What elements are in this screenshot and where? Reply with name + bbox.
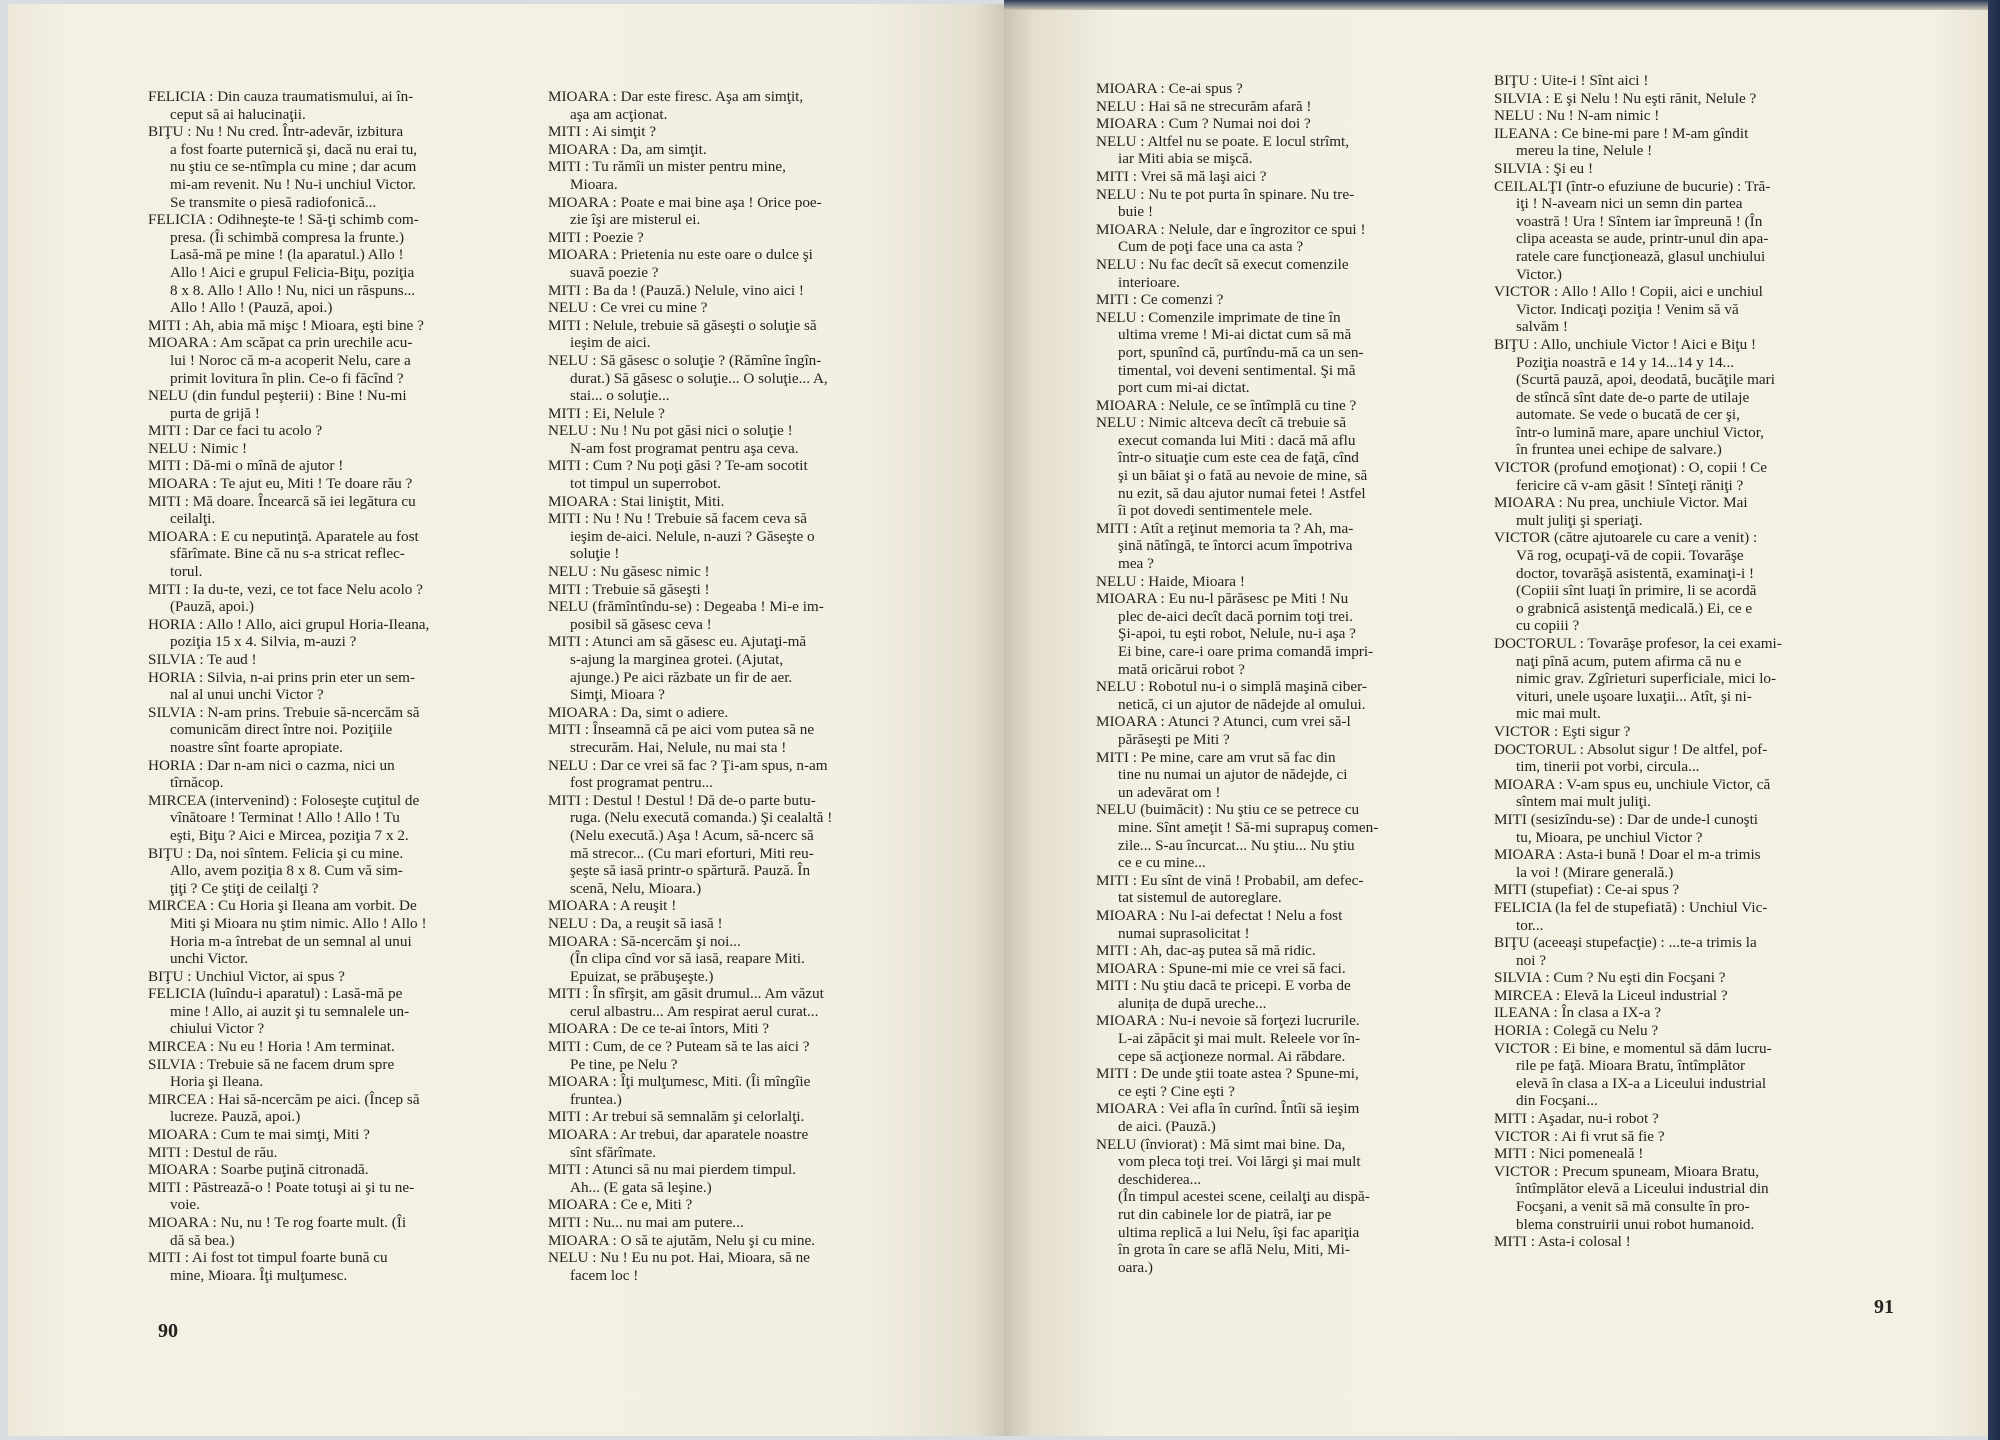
- text-line: NELU : Hai să ne strecurăm afară !: [1096, 97, 1312, 115]
- text-line: MIOARA : Da, simt o adiere.: [548, 703, 729, 721]
- text-line: MIOARA : O să te ajutăm, Nelu şi cu mine.: [548, 1231, 816, 1249]
- text-line: NELU (buimăcit) : Nu ştiu ce se petrece cu: [1096, 801, 1360, 819]
- text-line: fost programat pentru...: [570, 774, 713, 792]
- text-line: la voi ! (Mirare generală.): [1516, 863, 1674, 881]
- text-line: mine. Sînt ameţit ! Să-mi suprapuş comen-: [1118, 818, 1379, 836]
- left-page: [8, 4, 1004, 1436]
- text-line: presa. (Îi schimbă compresa la frunte.): [170, 228, 405, 246]
- text-line: mi-am revenit. Nu ! Nu-i unchiul Victor.: [170, 175, 416, 193]
- text-line: Se transmite o piesă radiofonică...: [170, 193, 377, 211]
- text-line: VICTOR (profund emoţionat) : O, copii ! Ce: [1494, 459, 1768, 477]
- text-line: într-o lumină mare, apare unchiul Victor,: [1516, 423, 1764, 441]
- text-line: a fost foarte puternică şi, dacă nu erai tu,: [170, 140, 418, 158]
- text-line: Allo ! Allo ! (Pauză, apoi.): [170, 299, 333, 317]
- text-line: în grota în care se află Nelu, Miti, Mi-: [1118, 1241, 1350, 1259]
- text-line: MIOARA : Să-ncercăm şi noi...: [548, 932, 741, 950]
- text-line: MIOARA : Stai liniştit, Miti.: [548, 492, 725, 510]
- text-line: fruntea.): [570, 1090, 622, 1108]
- text-line: FELICIA : Din cauza traumatismului, ai în-: [148, 88, 414, 105]
- text-line: de stîncă sînt date de-o parte de utilaje: [1516, 388, 1750, 406]
- text-line: MITI : Cum, de ce ? Puteam să te las aici ?: [548, 1038, 810, 1056]
- text-line: cu copiii ?: [1516, 617, 1580, 635]
- text-line: timental, voi deveni sentimental. Şi mă: [1118, 361, 1356, 379]
- text-line: unchi Victor.: [170, 950, 249, 968]
- text-line: BIŢU : Uite-i ! Sînt aici !: [1494, 72, 1649, 89]
- text-line: nu ştiu ce se-ntîmpla cu mine ; dar acum: [170, 158, 417, 176]
- text-line: L-ai zăpăcit şi mai mult. Releele vor în-: [1118, 1030, 1361, 1048]
- text-line: MITI : Eu sînt de vină ! Probabil, am defec-: [1096, 871, 1364, 889]
- text-line: blema construirii unui robot humanoid.: [1516, 1215, 1755, 1233]
- text-line: voie.: [170, 1196, 200, 1214]
- text-line: aşa am acţionat.: [570, 105, 668, 123]
- text-line: (Copiii sînt luaţi în primire, li se acordă: [1516, 582, 1757, 600]
- text-line: mea ?: [1118, 555, 1154, 573]
- text-line: port, spunînd că, purtîndu-mă ca un sen-: [1118, 343, 1364, 361]
- text-line: Pe tine, pe Nelu ?: [570, 1055, 678, 1073]
- text-line: ceilalţi.: [170, 510, 216, 528]
- text-line: tot timpul un superrobot.: [570, 475, 722, 493]
- text-line: nu ezit, să dau ajutor numai fetei ! Astfel: [1118, 484, 1366, 502]
- book-cover-edge: [1988, 0, 2000, 1440]
- text-line: MITI : Atunci să nu mai pierdem timpul.: [548, 1161, 797, 1179]
- text-line: SILVIA : E şi Nelu ! Nu eşti rănit, Nelule ?: [1494, 89, 1757, 107]
- text-line: MITI : Dar ce faci tu acolo ?: [148, 422, 323, 440]
- text-line: nimic grav. Zgîrieturi superficiale, mici lo-: [1516, 670, 1777, 688]
- text-line: zie îşi are misterul ei.: [570, 211, 701, 229]
- text-line: Miti şi Mioara nu ştim nimic. Allo ! Allo !: [170, 914, 427, 932]
- text-line: MITI : Ah, dac-aş putea să mă ridic.: [1096, 942, 1316, 960]
- text-line: MITI : Nu ! Nu ! Trebuie să facem ceva să: [548, 510, 807, 528]
- text-line: VICTOR : Precum spuneam, Mioara Bratu,: [1494, 1162, 1760, 1180]
- text-line: SILVIA : Şi eu !: [1494, 159, 1594, 177]
- text-line: MITI : Nelule, trebuie să găseşti o soluţie să: [548, 316, 817, 334]
- text-line: NELU (din fundul peşterii) : Bine ! Nu-mi: [148, 387, 407, 405]
- text-line: eşti, Biţu ? Aici e Mircea, poziţia 7 x 2.: [170, 826, 409, 844]
- text-line: Horia m-a întrebat de un semnal al unui: [170, 932, 412, 950]
- text-line: MIOARA : Soarbe puţină citronadă.: [148, 1161, 369, 1179]
- text-line: MITI (sesizîndu-se) : Dar de unde-l cunoşti: [1494, 810, 1759, 828]
- text-line: NELU : Haide, Mioara !: [1096, 572, 1245, 590]
- text-line: tîrnăcop.: [170, 774, 224, 792]
- right-column-1: [1096, 80, 1486, 1276]
- text-line: (În clipa cînd vor să iasă, reapare Miti.: [570, 950, 805, 968]
- text-line: ce eşti ? Cine eşti ?: [1118, 1082, 1235, 1100]
- text-line: tu, Mioara, pe unchiul Victor ?: [1516, 828, 1703, 846]
- text-line: vom pleca toţi trei. Voi lărgi şi mai mult: [1118, 1153, 1361, 1171]
- text-line: mic mai mult.: [1516, 705, 1601, 723]
- left-column-1: [148, 88, 534, 1284]
- text-line: ce e cu mine...: [1118, 854, 1206, 872]
- text-line: FELICIA (luîndu-i aparatul) : Lasă-mă pe: [148, 985, 403, 1003]
- text-line: (Nelu execută.) Aşa ! Acum, să-ncerc să: [570, 826, 814, 844]
- text-line: mult juliţi şi speriaţi.: [1516, 511, 1643, 529]
- text-line: DOCTORUL : Absolut sigur ! De altfel, pof-: [1494, 740, 1768, 758]
- text-line: chiului Victor ?: [170, 1020, 265, 1038]
- page-number-right: 91: [1874, 1296, 1894, 1318]
- text-line: MIOARA : Spune-mi mie ce vrei să faci.: [1096, 959, 1346, 977]
- text-line: MIOARA : V-am spus eu, unchiule Victor, că: [1494, 775, 1771, 793]
- text-line: MITI : Ai simţit ?: [548, 123, 656, 141]
- text-line: elevă în clasa a IX-a a Liceului industrial: [1516, 1074, 1767, 1092]
- text-line: posibil să găsesc ceva !: [570, 615, 712, 633]
- text-line: (În timpul acestei scene, ceilalţi au dispă-: [1118, 1188, 1370, 1206]
- text-line: un adevărat om !: [1118, 783, 1221, 801]
- text-line: sîntem mai mult juliţi.: [1516, 793, 1651, 811]
- text-line: ultima vreme ! Mi-ai dictat cum să mă: [1118, 326, 1352, 344]
- text-line: iar Miti abia se mişcă.: [1118, 150, 1253, 168]
- text-line: N-am fost programat pentru aşa ceva.: [570, 439, 799, 457]
- text-line: soluţie !: [570, 545, 620, 563]
- text-line: facem loc !: [570, 1266, 639, 1284]
- text-line: nal al unui unchi Victor ?: [170, 686, 324, 704]
- text-line: buie !: [1118, 203, 1154, 221]
- text-line: mereu la tine, Nelule !: [1516, 142, 1653, 160]
- text-line: ILEANA : În clasa a IX-a ?: [1494, 1004, 1661, 1022]
- text-line: alunița de după ureche...: [1118, 994, 1267, 1012]
- text-line: clipa aceasta se aude, printr-unul din apa-: [1516, 230, 1769, 248]
- text-line: sînt sfărîmate.: [570, 1143, 657, 1161]
- text-line: lucreze. Pauză, apoi.): [170, 1108, 301, 1126]
- text-line: BIŢU : Da, noi sîntem. Felicia şi cu mine.: [148, 844, 404, 862]
- text-line: MITI : Dă-mi o mînă de ajutor !: [148, 457, 344, 475]
- text-line: interioare.: [1118, 273, 1180, 291]
- text-line: BIŢU : Nu ! Nu cred. Într-adevăr, izbitura: [148, 123, 404, 141]
- text-line: numai suprasolicitat !: [1118, 924, 1250, 942]
- text-line: mată oricărui robot ?: [1118, 660, 1245, 678]
- text-line: HORIA : Silvia, n-ai prins prin eter un sem-: [148, 668, 416, 686]
- text-line: NELU : Nimic altceva decît că trebuie să: [1096, 414, 1347, 432]
- text-line: stai... o soluţie...: [570, 387, 670, 405]
- text-line: MIOARA : Ce e, Miti ?: [548, 1196, 693, 1214]
- text-line: NELU : Nimic !: [148, 439, 248, 457]
- text-line: NELU : Altfel nu se poate. E locul strîmt,: [1096, 132, 1350, 150]
- text-line: Poziţia noastră e 14 y 14...14 y 14...: [1516, 353, 1735, 371]
- text-line: poziţia 15 x 4. Silvia, m-auzi ?: [170, 633, 357, 651]
- text-line: părăseşti pe Miti ?: [1118, 730, 1230, 748]
- text-line: BIŢU : Allo, unchiule Victor ! Aici e Biţu !: [1494, 335, 1757, 353]
- text-line: plec de-aici decît dacă pornim toţi trei.: [1118, 607, 1353, 625]
- cover-top-edge: [1004, 0, 1988, 10]
- text-line: mine, Mioara. Îţi mulţumesc.: [170, 1266, 348, 1284]
- text-line: purta de grijă !: [170, 404, 260, 422]
- text-line: (Scurtă pauză, apoi, deodată, bucăţile mari: [1516, 371, 1775, 389]
- text-line: CEILALŢI (într-o efuziune de bucurie) : Tră-: [1494, 177, 1771, 195]
- text-line: naţi pînă acum, putem afirma că nu e: [1516, 652, 1742, 670]
- text-line: MIRCEA (intervenind) : Foloseşte cuţitul de: [148, 791, 420, 809]
- text-line: rile pe faţă. Mioara Bratu, întîmplător: [1516, 1057, 1745, 1075]
- text-line: doctor, tovarăşă asistentă, examinaţi-i !: [1516, 564, 1755, 582]
- text-line: ruga. (Nelu execută comanda.) Şi cealaltă !: [570, 809, 833, 827]
- text-line: NELU : Să găsesc o soluţie ? (Rămîne îngîn-: [548, 351, 822, 369]
- text-line: VICTOR (către ajutoarele cu care a venit) :: [1494, 529, 1758, 547]
- text-line: MITI : Asta-i colosal !: [1494, 1233, 1631, 1251]
- text-line: MITI : Vrei să mă laşi aici ?: [1096, 167, 1267, 185]
- text-line: ILEANA : Ce bine-mi pare ! M-am gîndit: [1494, 124, 1749, 142]
- text-line: MITI : Atunci am să găsesc eu. Ajutaţi-mă: [548, 633, 807, 651]
- text-line: vînătoare ! Terminat ! Allo ! Allo ! Tu: [170, 809, 400, 827]
- text-line: MITI : Mă doare. Încearcă să iei legătura cu: [148, 492, 416, 510]
- text-line: întîmplător elevă a Liceului industrial din: [1516, 1180, 1769, 1198]
- book-gutter: [996, 0, 1014, 1440]
- text-line: VICTOR : Ai fi vrut să fie ?: [1494, 1127, 1665, 1145]
- text-line: Vă rog, ocupaţi-vă de copii. Tovarăşe: [1516, 547, 1744, 565]
- text-line: netică, ci un ajutor de nădejde al omului.: [1118, 695, 1366, 713]
- text-line: durat.) Să găsesc o soluţie... O soluţie... A,: [570, 369, 828, 387]
- text-line: dă să bea.): [170, 1231, 235, 1249]
- text-line: HORIA : Dar n-am nici o cazma, nici un: [148, 756, 395, 774]
- text-line: MIOARA : A reuşit !: [548, 897, 677, 915]
- text-line: MITI : Ar trebui să semnalăm şi celorlalţi.: [548, 1108, 805, 1126]
- text-line: MITI : Cum ? Nu poţi găsi ? Te-am socotit: [548, 457, 808, 475]
- text-line: MITI : Ah, abia mă mişc ! Mioara, eşti bine ?: [148, 316, 424, 334]
- text-line: HORIA : Allo ! Allo, aici grupul Horia-Ileana,: [148, 615, 430, 633]
- text-line: MIRCEA : Elevă la Liceul industrial ?: [1494, 986, 1728, 1004]
- text-line: Allo, avem poziţia 8 x 8. Cum vă sim-: [170, 862, 403, 880]
- text-line: NELU : Nu te pot purta în spinare. Nu tre-: [1096, 185, 1355, 203]
- text-line: FELICIA (la fel de stupefiată) : Unchiul Vic-: [1494, 898, 1768, 916]
- text-line: scenă, Nelu, Mioara.): [570, 879, 702, 897]
- text-line: Allo ! Aici e grupul Felicia-Biţu, poziţia: [170, 263, 415, 281]
- text-line: MIOARA : De ce te-ai întors, Miti ?: [548, 1020, 770, 1038]
- text-line: NELU : Nu ! Eu nu pot. Hai, Mioara, să ne: [548, 1249, 810, 1267]
- text-line: Lasă-mă pe mine ! (la aparatul.) Allo !: [170, 246, 404, 264]
- text-line: MIOARA : Eu nu-l părăsesc pe Miti ! Nu: [1096, 590, 1349, 608]
- text-line: MIOARA : Atunci ? Atunci, cum vrei să-l: [1096, 713, 1351, 731]
- text-line: MIOARA : Nelule, ce se întîmplă cu tine ?: [1096, 396, 1357, 414]
- text-line: MIRCEA : Hai să-ncercăm pe aici. (Încep să: [148, 1090, 420, 1108]
- text-line: DOCTORUL : Tovarăşe profesor, la cei exami-: [1494, 635, 1782, 652]
- text-line: NELU (înviorat) : Mă simt mai bine. Da,: [1096, 1135, 1346, 1153]
- text-line: primit lovitura în plin. Ce-o fi făcînd ?: [170, 369, 404, 387]
- text-line: MITI : Ai fost tot timpul foarte bună cu: [148, 1249, 388, 1267]
- text-line: execut comanda lui Miti : dacă mă aflu: [1118, 431, 1356, 449]
- text-line: salvăm !: [1516, 318, 1568, 336]
- text-line: MIOARA : Te ajut eu, Miti ! Te doare rău ?: [148, 475, 413, 493]
- text-line: SILVIA : Trebuie să ne facem drum spre: [148, 1055, 395, 1073]
- text-line: MIOARA : Prietenia nu este oare o dulce şi: [548, 246, 813, 264]
- text-line: MITI : Înseamnă că pe aici vom putea să ne: [548, 721, 815, 739]
- text-line: HORIA : Colegă cu Nelu ?: [1494, 1022, 1659, 1040]
- text-line: noi ?: [1516, 951, 1546, 969]
- text-line: MITI : Nu... nu mai am putere...: [548, 1214, 744, 1231]
- text-line: MIOARA : Ar trebui, dar aparatele noastre: [548, 1126, 809, 1144]
- text-line: lui ! Noroc că m-a acoperit Nelu, care a: [170, 351, 411, 369]
- text-line: BIŢU : Unchiul Victor, ai spus ?: [148, 967, 345, 985]
- text-line: NELU : Nu fac decît să execut comenzile: [1096, 255, 1349, 273]
- text-line: în fruntea unei echipe de salvare.): [1516, 441, 1722, 459]
- text-line: comunicăm direct între noi. Poziţiile: [170, 721, 393, 739]
- text-line: MITI : Destul ! Destul ! Dă de-o parte butu-: [548, 791, 816, 809]
- text-line: o grabnică asistenţă medicală.) Ei, ce e: [1516, 599, 1753, 617]
- text-line: tim, tinerii pot vorbi, circula...: [1516, 758, 1700, 776]
- text-line: tat sistemul de autoreglare.: [1118, 889, 1282, 907]
- text-line: rut din cabinele lor de piatră, iar pe: [1118, 1206, 1332, 1223]
- text-line: cepe să acţioneze normal. Ai răbdare.: [1118, 1047, 1346, 1065]
- text-line: Cum de poţi face una ca asta ?: [1118, 238, 1304, 256]
- text-line: Simţi, Mioara ?: [570, 686, 665, 704]
- left-column-2: [548, 88, 930, 1284]
- text-line: noastre sînt foarte apropiate.: [170, 738, 343, 756]
- text-line: MITI : Nu ştiu dacă te pricepi. E vorba de: [1096, 977, 1351, 995]
- text-line: îi pot dovedi sentimentele mele.: [1118, 502, 1313, 520]
- text-line: Victor.): [1516, 265, 1562, 283]
- text-line: NELU (frămîntîndu-se) : Degeaba ! Mi-e im-: [548, 598, 824, 616]
- text-line: VICTOR : Eşti sigur ?: [1494, 722, 1631, 740]
- text-line: MIOARA : Cum ? Numai noi doi ?: [1096, 115, 1311, 133]
- text-line: oara.): [1118, 1258, 1153, 1276]
- text-line: tor...: [1516, 916, 1544, 934]
- text-line: şină nătîngă, te întorci acum împotriva: [1118, 537, 1353, 555]
- text-line: MITI (stupefiat) : Ce-ai spus ?: [1494, 881, 1680, 899]
- text-line: VICTOR : Allo ! Allo ! Copii, aici e unchiul: [1494, 283, 1763, 301]
- page-number-left: 90: [158, 1320, 178, 1342]
- text-line: (Pauză, apoi.): [170, 598, 254, 616]
- text-line: NELU : Ce vrei cu mine ?: [548, 299, 708, 317]
- text-line: FELICIA : Odihneşte-te ! Să-ţi schimb com-: [148, 211, 419, 229]
- text-line: MITI : Ia du-te, vezi, ce tot face Nelu acolo ?: [148, 580, 423, 598]
- text-line: MITI : Ce comenzi ?: [1096, 291, 1224, 309]
- text-line: NELU : Comenzile imprimate de tine în: [1096, 308, 1341, 326]
- text-line: din Focşani...: [1516, 1092, 1598, 1110]
- text-line: MIOARA : Da, am simţit.: [548, 140, 707, 158]
- text-line: BIŢU (aceeaşi stupefacţie) : ...te-a trimis la: [1494, 934, 1757, 952]
- text-line: sfărîmate. Bine că nu s-a stricat reflec-: [170, 545, 405, 563]
- text-line: MITI : Atît a reţinut memoria ta ? Ah, ma-: [1096, 519, 1354, 537]
- text-line: MITI : Ei, Nelule ?: [548, 404, 665, 422]
- text-line: NELU : Nu ! Nu pot găsi nici o soluţie !: [548, 422, 793, 440]
- text-line: MITI : Păstrează-o ! Poate totuşi ai şi tu ne-: [148, 1178, 415, 1196]
- text-line: mă strecor... (Cu mari eforturi, Miti reu-: [570, 844, 814, 862]
- text-line: NELU : Nu ! N-am nimic !: [1494, 107, 1660, 125]
- text-line: voastră ! Ura ! Sîntem iar împreună ! (În: [1516, 212, 1763, 230]
- text-line: mine ! Allo, ai auzit şi tu semnalele un-: [170, 1002, 410, 1020]
- text-line: MIRCEA : Cu Horia şi Ileana am vorbit. De: [148, 897, 417, 915]
- text-line: într-o situaţie cum este cea de faţă, cînd: [1118, 449, 1359, 467]
- text-line: MIOARA : Nu-i nevoie să forţezi lucrurile.: [1096, 1012, 1360, 1030]
- text-line: SILVIA : Te aud !: [148, 651, 257, 668]
- text-line: MITI : Pe mine, care am vrut să fac din: [1096, 748, 1336, 766]
- text-line: tine nu numai un ajutor de nădejde, ci: [1118, 766, 1348, 784]
- text-line: MIRCEA : Nu eu ! Horia ! Am terminat.: [148, 1038, 395, 1056]
- text-line: ratele care funcţionează, glasul unchiului: [1516, 247, 1766, 265]
- text-line: MIOARA : Poate e mai bine aşa ! Orice poe-: [548, 193, 822, 211]
- text-line: vituri, unele uşoare luxaţii... Atît, şi ni-: [1516, 687, 1752, 705]
- text-line: MITI : Poezie ?: [548, 228, 644, 246]
- text-line: MITI : Aşadar, nu-i robot ?: [1494, 1110, 1659, 1128]
- text-line: Focşani, a venit să mă consulte în pro-: [1516, 1198, 1750, 1215]
- text-line: Victor. Indicaţi poziţia ! Venim să vă: [1516, 300, 1739, 318]
- text-line: NELU : Dar ce vrei să fac ? Ţi-am spus, n-am: [548, 756, 828, 774]
- text-line: MIOARA : E cu neputinţă. Aparatele au fost: [148, 527, 419, 545]
- text-line: MIOARA : Vei afla în curînd. Întîi să ieşim: [1096, 1100, 1360, 1118]
- text-line: SILVIA : N-am prins. Trebuie să-ncercăm să: [148, 703, 420, 721]
- text-line: iţi ! N-aveam nici un semn din partea: [1516, 195, 1743, 213]
- text-line: MITI : Ba da ! (Pauză.) Nelule, vino aici !: [548, 281, 804, 299]
- text-line: MIOARA : Nu l-ai defectat ! Nelu a fost: [1096, 906, 1343, 924]
- text-line: Şi-apoi, tu eşti robot, Nelule, nu-i aşa ?: [1118, 625, 1356, 643]
- text-line: MIOARA : Nu, nu ! Te rog foarte mult. (Îi: [148, 1214, 407, 1231]
- text-line: MIOARA : Nelule, dar e îngrozitor ce spui !: [1096, 220, 1366, 238]
- text-line: Ei bine, care-i oare prima comandă impri-: [1118, 643, 1374, 660]
- text-line: MITI : Tu rămîi un mister pentru mine,: [548, 158, 786, 176]
- text-line: şi un băiat şi o fată au nevoie de mine, să: [1118, 467, 1368, 485]
- text-line: suavă poezie ?: [570, 263, 659, 281]
- text-line: fericire că v-am găsit ! Sînteţi răniţi ?: [1516, 476, 1744, 494]
- text-line: MITI : Nici pomeneală !: [1494, 1145, 1644, 1163]
- text-line: deschiderea...: [1118, 1170, 1202, 1188]
- text-line: MIOARA : Dar este firesc. Aşa am simţit,: [548, 88, 804, 105]
- text-line: ţiţi ? Ce ştiţi de ceilalţi ?: [170, 879, 319, 897]
- text-line: şeşte să iasă printr-o spărtură. Pauză. În: [570, 862, 811, 880]
- text-line: ceput să ai halucinaţii.: [170, 105, 306, 123]
- right-column-2: [1494, 72, 1884, 1251]
- text-line: MIOARA : Nu prea, unchiule Victor. Mai: [1494, 494, 1748, 512]
- text-line: MITI : Destul de rău.: [148, 1143, 278, 1161]
- text-line: torul.: [170, 563, 203, 581]
- text-line: MITI : De unde ştii toate astea ? Spune-mi,: [1096, 1065, 1359, 1083]
- text-line: MITI : Trebuie să găseşti !: [548, 580, 710, 598]
- text-line: s-ajung la marginea grotei. (Ajutat,: [570, 651, 784, 668]
- text-line: NELU : Nu găsesc nimic !: [548, 563, 710, 581]
- text-line: MIOARA : Ce-ai spus ?: [1096, 80, 1243, 97]
- text-line: automate. Se vede o bucată de cer şi,: [1516, 406, 1740, 424]
- text-line: MIOARA : Am scăpat ca prin urechile acu-: [148, 334, 413, 352]
- text-line: port cum mi-ai dictat.: [1118, 379, 1250, 397]
- text-line: SILVIA : Cum ? Nu eşti din Focşani ?: [1494, 969, 1726, 987]
- text-line: MIOARA : Îţi mulţumesc, Miti. (Îi mîngîie: [548, 1073, 811, 1091]
- text-line: NELU : Robotul nu-i o simplă maşină ciber-: [1096, 678, 1367, 696]
- text-line: VICTOR : Ei bine, e momentul să dăm lucru-: [1494, 1039, 1772, 1057]
- text-line: 8 x 8. Allo ! Allo ! Nu, nici un răspuns...: [170, 281, 416, 299]
- text-line: ajunge.) Pe aici răzbate un fir de aer.: [570, 668, 793, 686]
- text-line: MIOARA : Asta-i bună ! Doar el m-a trimis: [1494, 846, 1761, 864]
- text-line: Ah... (E gata să leşine.): [570, 1178, 712, 1196]
- text-line: zile... S-au încurcat... Nu ştiu... Nu ştiu: [1118, 836, 1355, 854]
- text-line: MIOARA : Cum te mai simţi, Miti ?: [148, 1126, 370, 1144]
- text-line: Epuizat, se prăbuşeşte.): [570, 967, 714, 985]
- text-line: cerul albastru... Am respirat aerul curat...: [570, 1002, 819, 1020]
- text-line: Horia şi Ileana.: [170, 1073, 264, 1091]
- text-line: ieşim de aici.: [570, 334, 651, 352]
- text-line: NELU : Da, a reuşit să iasă !: [548, 914, 723, 932]
- text-line: Mioara.: [570, 175, 618, 193]
- text-line: de aici. (Pauză.): [1118, 1118, 1216, 1136]
- right-page: [1004, 4, 1988, 1436]
- text-line: MITI : În sfîrşit, am găsit drumul... Am văzut: [548, 985, 824, 1003]
- text-line: ultima replică a lui Nelu, îşi fac apariţia: [1118, 1223, 1360, 1241]
- text-line: ieşim de-aici. Nelule, n-auzi ? Găseşte o: [570, 527, 815, 545]
- text-line: strecurăm. Hai, Nelule, nu mai sta !: [570, 738, 787, 756]
